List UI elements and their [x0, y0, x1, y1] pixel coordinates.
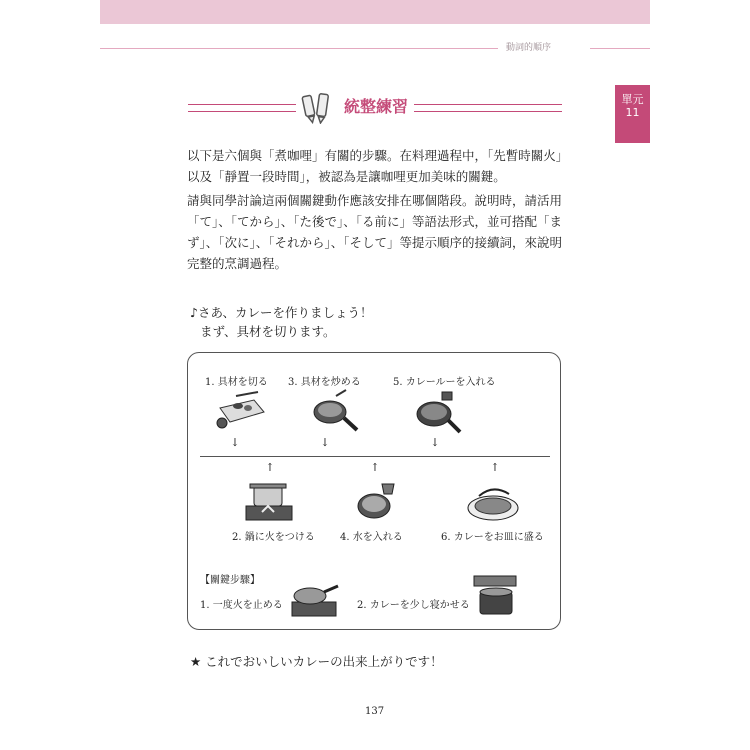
instruction-paragraph-2: 請與同學討論這兩個關鍵動作應該安排在哪個階段。說明時，請活用「て」、「てから」、「た後で」、「る前に」等語法形式，並可搭配「まず」、「次に」、「それから」、「そして」等提示順序的接續詞，來說明完整的烹調過程。: [187, 193, 563, 271]
intro-line-2: まず、具材を切ります。: [200, 324, 336, 339]
key-step-label-2: 2. カレーを少し寝かせる: [357, 600, 470, 611]
intro-line-1: ♪さあ、カレーを作りましょう！: [190, 305, 373, 320]
page-number: 137: [365, 706, 385, 717]
key-step-label-1: 1. 一度火を止める: [200, 600, 283, 611]
down-arrow-icon: ↓: [230, 436, 240, 449]
down-arrow-icon: ↓: [430, 436, 440, 449]
steps-divider: [200, 456, 550, 457]
cutting-board-icon: [214, 390, 266, 434]
section-header: [188, 90, 562, 130]
intro-text: [190, 303, 372, 341]
pencils-icon: [296, 92, 338, 124]
top-color-band: [100, 0, 650, 24]
pot-roux-icon: [412, 388, 464, 438]
step-label-3: 3. 具材を炒める: [288, 377, 361, 388]
header-rule-right: [590, 48, 650, 49]
down-arrow-icon: ↓: [320, 436, 330, 449]
unit-tab: [615, 85, 650, 143]
step-label-2: 2. 鍋に火をつける: [232, 532, 315, 543]
step-label-6: 6. カレーをお皿に盛る: [441, 532, 544, 543]
up-arrow-icon: ↑: [370, 461, 380, 474]
up-arrow-icon: ↑: [265, 461, 275, 474]
step-label-1: 1. 具材を切る: [205, 377, 268, 388]
pot-water-icon: [352, 480, 400, 528]
key-steps-heading: 【關鍵步驟】: [200, 575, 260, 586]
instruction-paragraph-1: 以下是六個與「煮咖哩」有關的步驟。在料理過程中，「先暫時關火」以及「靜置一段時間」，被認為是讓咖哩更加美味的關鍵。: [187, 148, 563, 184]
up-arrow-icon: ↑: [490, 461, 500, 474]
unit-tab-number: 11: [625, 106, 640, 119]
curry-plate-icon: [465, 480, 521, 528]
stove-pot-icon: [240, 478, 298, 528]
header-rule: [100, 48, 498, 49]
frying-pan-icon: [310, 388, 360, 436]
closing-line: ★ これでおいしいカレーの出来上がりです！: [190, 654, 443, 669]
step-label-5: 5. カレールーを入れる: [393, 377, 496, 388]
unit-tab-label: 單元: [621, 93, 644, 106]
stove-off-icon: [288, 580, 340, 624]
section-title: 統整練習: [338, 94, 414, 117]
step-label-4: 4. 水を入れる: [340, 532, 403, 543]
chapter-title: 動詞的順序: [506, 43, 552, 53]
rest-pot-icon: [472, 574, 522, 624]
